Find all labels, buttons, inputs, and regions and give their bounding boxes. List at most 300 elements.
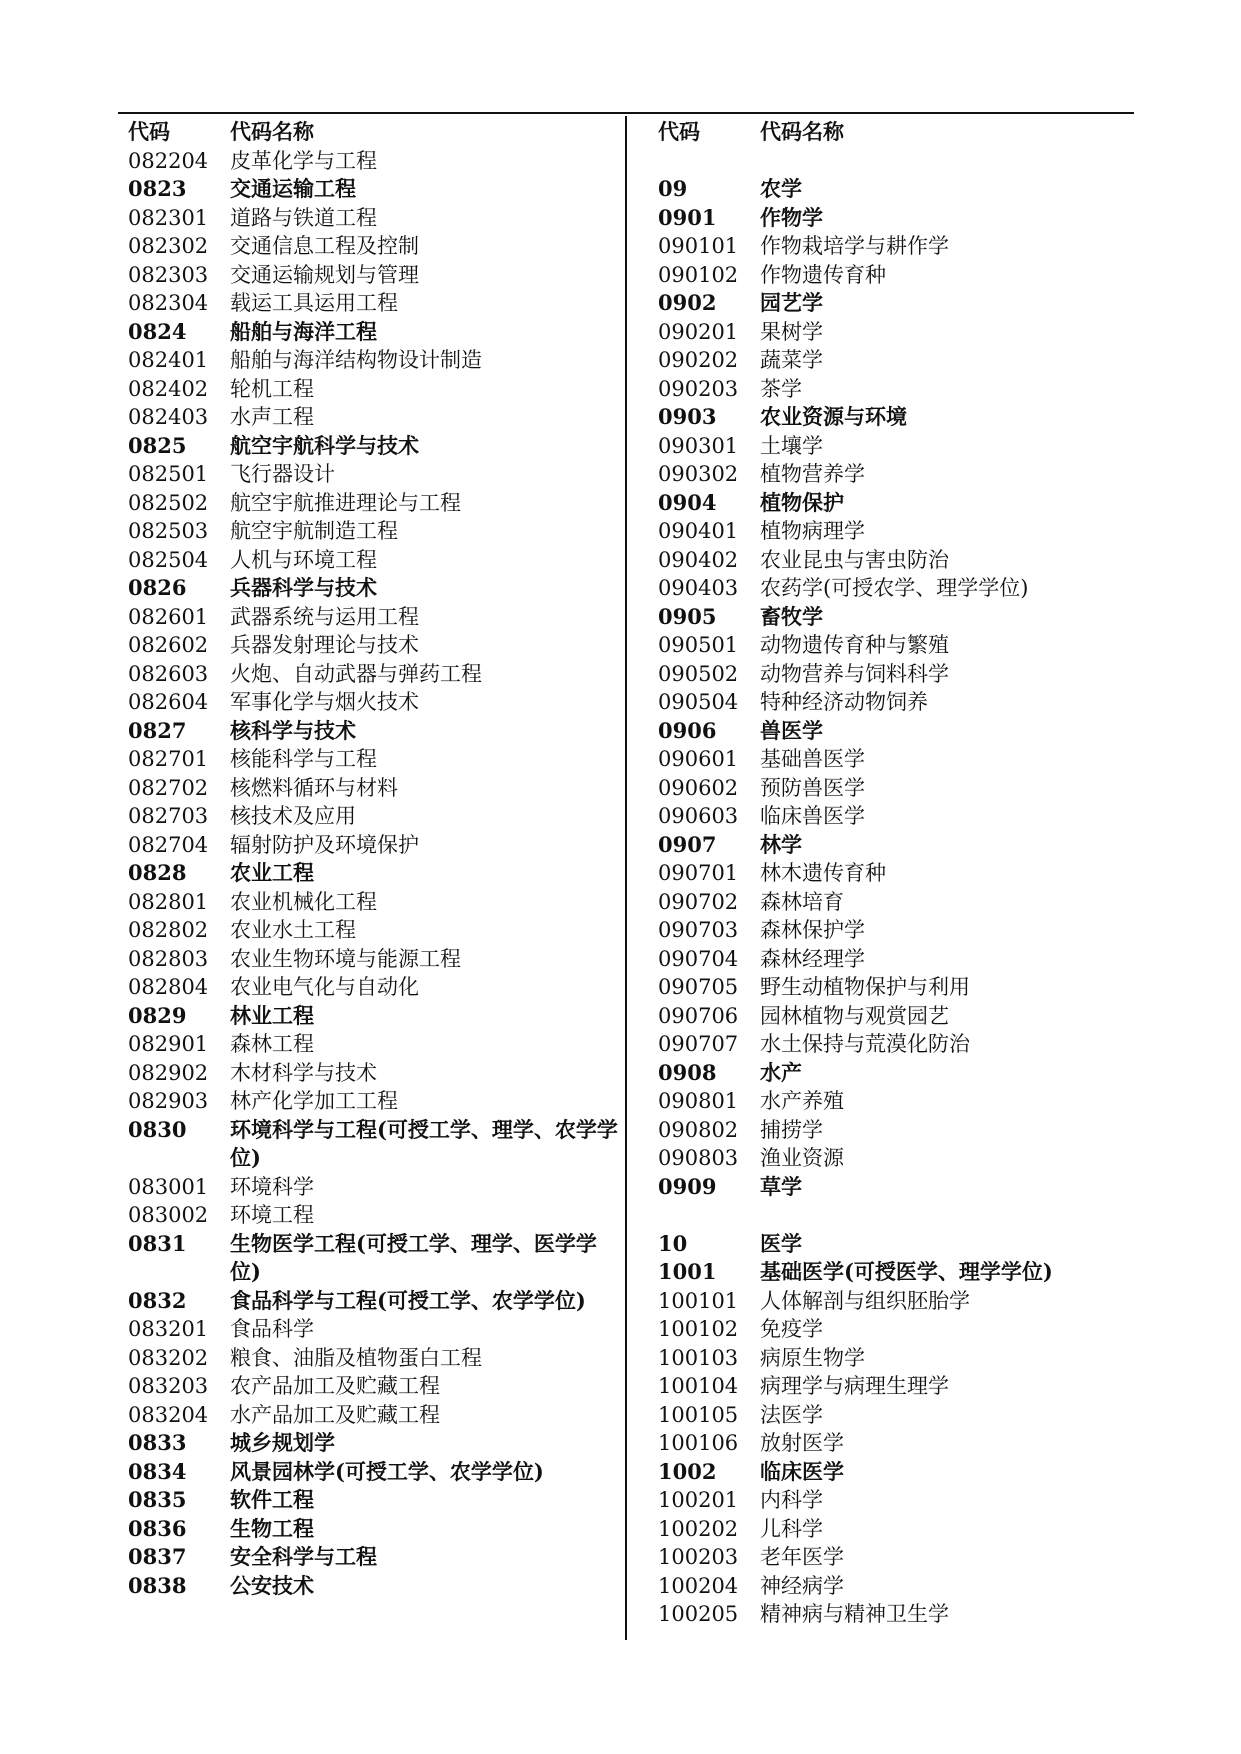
table-row [128, 489, 618, 518]
row-name: 环境工程 [230, 1203, 314, 1227]
row-name: 人机与环境工程 [230, 547, 377, 572]
row-code: 0827 [128, 717, 187, 743]
row-name: 农业生物环境与能源工程 [230, 946, 461, 971]
row-code: 10 [658, 1230, 688, 1256]
row-code: 0901 [658, 204, 717, 230]
row-name: 植物营养学 [760, 462, 865, 486]
row-code: 100104 [658, 1374, 739, 1398]
row-code: 1002 [658, 1458, 717, 1484]
category-row [128, 1486, 618, 1515]
row-name: 动物营养与饲料科学 [760, 661, 949, 686]
row-code: 0907 [658, 831, 717, 857]
table-row [658, 1572, 1128, 1601]
row-name: 船舶与海洋工程 [230, 318, 377, 344]
row-name: 神经病学 [760, 1573, 844, 1598]
row-code: 083201 [128, 1317, 209, 1341]
table-row [658, 1002, 1128, 1031]
table-row [658, 546, 1128, 575]
row-code: 0908 [658, 1059, 717, 1085]
table-row [128, 603, 618, 632]
row-name: 农业工程 [230, 860, 314, 885]
row-name: 植物病理学 [760, 519, 865, 543]
right-rows [658, 147, 1128, 1629]
row-name: 兵器科学与技术 [230, 575, 377, 600]
category-row [128, 1230, 618, 1287]
table-header [128, 118, 618, 147]
table-row [658, 375, 1128, 404]
row-code: 090203 [658, 376, 739, 401]
row-code: 090803 [658, 1146, 739, 1170]
row-code: 090301 [658, 433, 739, 458]
row-code: 082504 [128, 547, 209, 572]
row-name: 粮食、油脂及植物蛋白工程 [230, 1345, 482, 1370]
row-code: 0831 [128, 1230, 187, 1256]
row-name: 人体解剖与组织胚胎学 [760, 1288, 970, 1313]
row-code: 090601 [658, 747, 739, 771]
row-code: 090201 [658, 319, 739, 344]
row-code: 090401 [658, 519, 739, 543]
row-code: 0904 [658, 489, 717, 515]
left-column [128, 118, 618, 1600]
row-name: 特种经济动物饲养 [760, 690, 928, 714]
table-row [128, 1173, 618, 1202]
row-name: 环境科学 [230, 1174, 314, 1199]
table-row [128, 232, 618, 261]
table-row [128, 147, 618, 176]
row-code: 0909 [658, 1173, 717, 1199]
row-code: 082803 [128, 946, 209, 971]
category-row [658, 403, 1128, 432]
table-row [658, 1600, 1128, 1629]
row-code: 090502 [658, 661, 739, 686]
row-code: 082304 [128, 291, 209, 315]
header-name: 代码名称 [760, 119, 844, 144]
table-row [128, 973, 618, 1002]
table-row [128, 774, 618, 803]
header-code: 代码 [128, 119, 170, 144]
row-name: 木材科学与技术 [230, 1060, 377, 1085]
category-row [128, 717, 618, 746]
table-row [658, 802, 1128, 831]
category-row [128, 1543, 618, 1572]
row-code: 100205 [658, 1602, 739, 1626]
row-code: 090705 [658, 975, 739, 999]
row-code: 0906 [658, 717, 717, 743]
row-name: 蔬菜学 [760, 348, 823, 372]
category-row [128, 859, 618, 888]
table-row [128, 346, 618, 375]
row-code: 082601 [128, 604, 209, 629]
category-row [128, 1287, 618, 1316]
row-name: 水声工程 [230, 405, 314, 429]
right-column [658, 118, 1128, 1629]
table-row [658, 1116, 1128, 1145]
table-row [658, 660, 1128, 689]
row-code: 0823 [128, 176, 187, 201]
row-code: 082604 [128, 690, 209, 714]
row-name: 农产品加工及贮藏工程 [230, 1374, 440, 1398]
table-row [658, 232, 1128, 261]
row-name: 农业昆虫与害虫防治 [760, 547, 949, 572]
category-row [128, 1515, 618, 1544]
table-row [658, 973, 1128, 1002]
category-row [658, 175, 1128, 204]
row-name: 辐射防护及环境保护 [230, 832, 419, 857]
table-row [658, 631, 1128, 660]
row-code: 082902 [128, 1060, 209, 1085]
row-name: 基础兽医学 [760, 747, 865, 771]
row-name: 生物医学工程(可授工学、理学、医学学位) [230, 1230, 597, 1284]
row-name: 军事化学与烟火技术 [230, 690, 419, 714]
row-code: 100102 [658, 1317, 739, 1341]
row-name: 儿科学 [760, 1516, 823, 1541]
table-row [128, 1030, 618, 1059]
category-row [658, 204, 1128, 233]
row-name: 交通信息工程及控制 [230, 234, 419, 258]
category-row [128, 318, 618, 347]
category-row [658, 289, 1128, 318]
row-name: 园艺学 [760, 290, 823, 315]
row-name: 植物保护 [760, 489, 844, 515]
spacer-row [658, 147, 1128, 176]
table-row [658, 574, 1128, 603]
row-code: 082302 [128, 234, 209, 258]
category-row [128, 1002, 618, 1031]
row-name: 农业电气化与自动化 [230, 975, 419, 999]
row-code: 083002 [128, 1203, 209, 1227]
row-code: 1001 [658, 1259, 717, 1284]
row-code: 100103 [658, 1345, 739, 1370]
category-row [128, 432, 618, 461]
row-name: 森林经理学 [760, 946, 865, 971]
table-row [658, 688, 1128, 717]
row-name: 农业水土工程 [230, 918, 356, 942]
row-code: 082804 [128, 975, 209, 999]
row-code: 0830 [128, 1116, 187, 1142]
table-row [658, 432, 1128, 461]
row-code: 082901 [128, 1032, 209, 1056]
row-name: 临床医学 [760, 1458, 844, 1484]
table-row [658, 774, 1128, 803]
category-row [658, 603, 1128, 632]
category-row [128, 574, 618, 603]
row-code: 082802 [128, 918, 209, 942]
row-code: 0825 [128, 432, 187, 458]
row-name: 城乡规划学 [230, 1430, 335, 1455]
row-code: 090801 [658, 1089, 739, 1113]
row-code: 082801 [128, 889, 209, 914]
row-name: 核技术及应用 [230, 804, 356, 828]
row-code: 090402 [658, 547, 739, 572]
row-code: 090101 [658, 234, 739, 258]
row-name: 农药学(可授农学、理学学位) [760, 576, 1029, 600]
row-name: 基础医学(可授医学、理学学位) [760, 1259, 1053, 1284]
row-code: 083203 [128, 1374, 209, 1398]
header-name: 代码名称 [230, 119, 314, 144]
row-name: 公安技术 [230, 1572, 314, 1598]
row-code: 082301 [128, 205, 209, 230]
row-name: 农业机械化工程 [230, 889, 377, 914]
row-code: 083001 [128, 1174, 209, 1199]
row-name: 林学 [760, 831, 802, 857]
row-name: 风景园林学(可授工学、农学学位) [230, 1458, 544, 1484]
row-code: 082704 [128, 832, 209, 857]
row-code: 100201 [658, 1488, 739, 1512]
row-code: 090802 [658, 1117, 739, 1142]
table-row [128, 1401, 618, 1430]
table-row [658, 1515, 1128, 1544]
table-row [658, 888, 1128, 917]
table-row [658, 1315, 1128, 1344]
category-row [128, 1458, 618, 1487]
table-row [128, 261, 618, 290]
table-row [658, 1486, 1128, 1515]
row-name: 内科学 [760, 1488, 823, 1512]
row-name: 交通运输工程 [230, 176, 356, 201]
table-header [658, 118, 1128, 147]
row-code: 090501 [658, 633, 739, 657]
row-name: 航空宇航科学与技术 [230, 432, 419, 458]
row-code: 0905 [658, 603, 717, 629]
table-row [658, 517, 1128, 546]
row-name: 火炮、自动武器与弹药工程 [230, 661, 482, 686]
row-code: 0829 [128, 1002, 187, 1028]
column-divider [625, 116, 627, 1640]
table-row [658, 916, 1128, 945]
row-name: 载运工具运用工程 [230, 291, 398, 315]
table-row [658, 859, 1128, 888]
row-name: 病理学与病理生理学 [760, 1374, 949, 1398]
category-row [128, 1572, 618, 1601]
row-code: 0902 [658, 290, 717, 315]
spacer-row [658, 1201, 1128, 1230]
row-name: 交通运输规划与管理 [230, 262, 419, 287]
table-row [658, 1372, 1128, 1401]
row-name: 船舶与海洋结构物设计制造 [230, 348, 482, 372]
table-row [128, 660, 618, 689]
row-name: 水产 [760, 1059, 802, 1085]
table-row [658, 1401, 1128, 1430]
row-code: 082503 [128, 519, 209, 543]
row-code: 090603 [658, 804, 739, 828]
row-name: 农业资源与环境 [760, 404, 907, 429]
table-row [128, 945, 618, 974]
row-code: 090602 [658, 775, 739, 800]
row-name: 核燃料循环与材料 [230, 775, 398, 800]
row-name: 畜牧学 [760, 603, 823, 629]
row-name: 森林保护学 [760, 918, 865, 942]
row-name: 园林植物与观赏园艺 [760, 1003, 949, 1028]
row-code: 0832 [128, 1287, 187, 1313]
row-code: 0834 [128, 1458, 187, 1484]
row-name: 病原生物学 [760, 1345, 865, 1370]
category-row [128, 1429, 618, 1458]
category-row [128, 1116, 618, 1173]
top-rule [118, 112, 1134, 114]
table-row [128, 631, 618, 660]
row-name: 作物栽培学与耕作学 [760, 234, 949, 258]
row-name: 野生动植物保护与利用 [760, 975, 970, 999]
row-code: 082903 [128, 1089, 209, 1113]
row-name: 林产化学加工工程 [230, 1089, 398, 1113]
row-code: 100202 [658, 1516, 739, 1541]
table-row [128, 460, 618, 489]
table-row [658, 1087, 1128, 1116]
row-code: 083202 [128, 1345, 209, 1370]
row-code: 082303 [128, 262, 209, 287]
row-name: 道路与铁道工程 [230, 205, 377, 230]
table-row [128, 1372, 618, 1401]
row-code: 100203 [658, 1545, 739, 1569]
row-name: 林业工程 [230, 1002, 314, 1028]
table-row [658, 745, 1128, 774]
row-name: 食品科学与工程(可授工学、农学学位) [230, 1287, 586, 1313]
category-row [658, 1458, 1128, 1487]
row-name: 水产养殖 [760, 1089, 844, 1113]
row-code: 100204 [658, 1573, 739, 1598]
table-row [128, 1315, 618, 1344]
table-row [128, 745, 618, 774]
table-row [128, 517, 618, 546]
row-code: 090102 [658, 262, 739, 287]
row-code: 0903 [658, 404, 717, 429]
row-code: 0838 [128, 1572, 187, 1598]
row-name: 作物学 [760, 204, 823, 230]
header-code: 代码 [658, 119, 700, 144]
row-name: 皮革化学与工程 [230, 148, 377, 173]
row-name: 法医学 [760, 1402, 823, 1427]
table-row [658, 460, 1128, 489]
category-row [658, 1230, 1128, 1259]
category-row [658, 831, 1128, 860]
table-row [658, 261, 1128, 290]
row-code: 0836 [128, 1515, 187, 1541]
row-name: 动物遗传育种与繁殖 [760, 633, 949, 657]
row-code: 082501 [128, 462, 209, 486]
row-name: 农学 [760, 176, 802, 201]
row-name: 飞行器设计 [230, 462, 335, 486]
row-name: 土壤学 [760, 433, 823, 458]
row-code: 082204 [128, 148, 209, 173]
table-row [658, 1030, 1128, 1059]
row-code: 082602 [128, 633, 209, 657]
row-name: 放射医学 [760, 1431, 844, 1455]
table-row [128, 403, 618, 432]
row-name: 武器系统与运用工程 [230, 604, 419, 629]
row-code: 090302 [658, 462, 739, 486]
row-code: 090504 [658, 690, 739, 714]
category-row [658, 1173, 1128, 1202]
row-code: 090703 [658, 918, 739, 942]
row-code: 090702 [658, 889, 739, 914]
row-code: 090707 [658, 1032, 739, 1056]
row-code: 090202 [658, 348, 739, 372]
row-name: 预防兽医学 [760, 775, 865, 800]
row-name: 安全科学与工程 [230, 1544, 377, 1569]
row-code: 090701 [658, 861, 739, 885]
category-row [658, 1258, 1128, 1287]
row-name: 食品科学 [230, 1317, 314, 1341]
row-code: 100105 [658, 1402, 739, 1427]
row-name: 森林培育 [760, 889, 844, 914]
table-row [658, 1429, 1128, 1458]
table-row [128, 688, 618, 717]
row-code: 082403 [128, 405, 209, 429]
table-row [658, 1144, 1128, 1173]
row-name: 轮机工程 [230, 376, 314, 401]
row-name: 捕捞学 [760, 1117, 823, 1142]
category-row [658, 489, 1128, 518]
row-code: 0835 [128, 1487, 187, 1512]
row-code: 082502 [128, 490, 209, 515]
row-code: 09 [658, 176, 688, 201]
row-code: 100106 [658, 1431, 739, 1455]
row-code: 0826 [128, 575, 187, 600]
row-name: 生物工程 [230, 1515, 314, 1541]
table-row [128, 289, 618, 318]
row-name: 兵器发射理论与技术 [230, 633, 419, 657]
row-name: 渔业资源 [760, 1146, 844, 1170]
table-row [128, 916, 618, 945]
row-code: 083204 [128, 1402, 209, 1427]
row-code: 0828 [128, 860, 187, 885]
row-name: 临床兽医学 [760, 804, 865, 828]
row-name: 草学 [760, 1173, 802, 1199]
row-name: 核能科学与工程 [230, 747, 377, 771]
table-row [128, 1344, 618, 1373]
row-code: 082603 [128, 661, 209, 686]
table-row [658, 1344, 1128, 1373]
row-code: 082402 [128, 376, 209, 401]
row-name: 航空宇航推进理论与工程 [230, 490, 461, 515]
left-rows [128, 147, 618, 1601]
category-row [658, 717, 1128, 746]
table-row [128, 802, 618, 831]
table-row [658, 318, 1128, 347]
row-name: 林木遗传育种 [760, 861, 886, 885]
row-name: 环境科学与工程(可授工学、理学、农学学位) [230, 1116, 618, 1170]
row-code: 0833 [128, 1430, 187, 1455]
row-code: 100101 [658, 1288, 739, 1313]
row-name: 医学 [760, 1230, 802, 1256]
table-row [128, 546, 618, 575]
table-row [128, 375, 618, 404]
row-code: 090704 [658, 946, 739, 971]
table-row [128, 831, 618, 860]
table-row [658, 346, 1128, 375]
row-name: 果树学 [760, 319, 823, 344]
row-code: 082701 [128, 747, 209, 771]
row-name: 森林工程 [230, 1032, 314, 1056]
row-name: 核科学与技术 [230, 717, 356, 743]
row-code: 082703 [128, 804, 209, 828]
table-row [658, 1287, 1128, 1316]
row-name: 免疫学 [760, 1317, 823, 1341]
table-row [658, 945, 1128, 974]
row-code: 0837 [128, 1544, 187, 1569]
row-name: 老年医学 [760, 1545, 844, 1569]
row-code: 090706 [658, 1003, 739, 1028]
row-name: 茶学 [760, 376, 802, 401]
row-name: 水土保持与荒漠化防治 [760, 1032, 970, 1056]
row-name: 软件工程 [230, 1487, 314, 1512]
row-name: 航空宇航制造工程 [230, 519, 398, 543]
row-code: 0824 [128, 318, 187, 344]
table-row [128, 1059, 618, 1088]
row-code: 082702 [128, 775, 209, 800]
row-code: 082401 [128, 348, 209, 372]
row-name: 作物遗传育种 [760, 262, 886, 287]
